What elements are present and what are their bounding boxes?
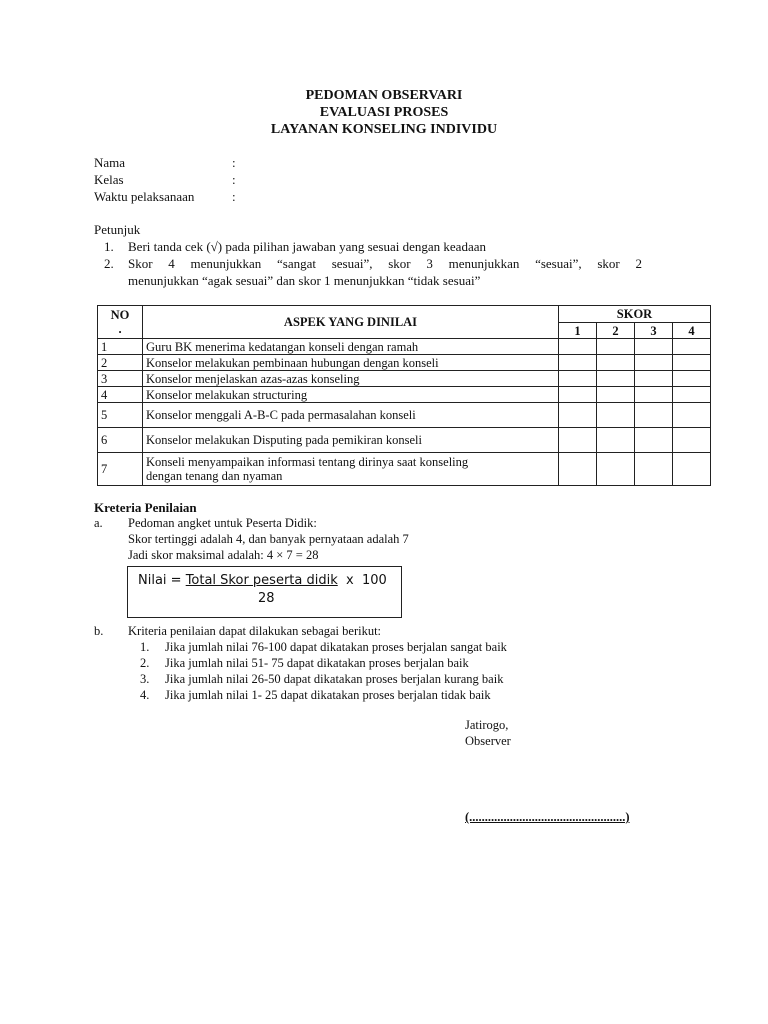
signature-name-placeholder: (..................................................): [465, 810, 630, 824]
instruction-1-text: Beri tanda cek (√) pada pilihan jawaban yang sesuai dengan keadaan: [128, 239, 486, 254]
row-number: 7: [98, 453, 143, 486]
row-aspect: Konselor melakukan pembinaan hubungan dengan konseli: [143, 355, 559, 371]
row-number: 3: [98, 371, 143, 387]
criteria-b-item-2-number: 2.: [140, 656, 150, 670]
score-cell[interactable]: [673, 428, 711, 453]
header-score-1: 1: [559, 323, 597, 339]
criteria-a-line3: Jadi skor maksimal adalah: 4 × 7 = 28: [128, 548, 319, 562]
header-score-4: 4: [673, 323, 711, 339]
class-colon: :: [232, 172, 236, 187]
row-aspect: Konselor melakukan Disputing pada pemikiran konseli: [143, 428, 559, 453]
score-cell[interactable]: [635, 453, 673, 486]
score-cell[interactable]: [673, 453, 711, 486]
score-cell[interactable]: [559, 339, 597, 355]
score-cell[interactable]: [559, 371, 597, 387]
score-cell[interactable]: [673, 387, 711, 403]
formula-times: x 100: [337, 573, 387, 588]
score-cell[interactable]: [559, 387, 597, 403]
criteria-heading: Kreteria Penilaian: [94, 500, 197, 515]
row-number: 5: [98, 403, 143, 428]
instruction-1-number: 1.: [104, 239, 114, 254]
row-number: 4: [98, 387, 143, 403]
score-cell[interactable]: [597, 339, 635, 355]
score-cell[interactable]: [597, 453, 635, 486]
criteria-b-item-2-text: Jika jumlah nilai 51- 75 dapat dikatakan proses berjalan baik: [165, 656, 469, 670]
name-colon: :: [232, 155, 236, 170]
criteria-b-intro: Kriteria penilaian dapat dilakukan sebagai berikut:: [128, 624, 382, 638]
criteria-b-marker: b.: [94, 624, 104, 638]
score-cell[interactable]: [559, 355, 597, 371]
formula-lhs: Nilai =: [138, 573, 186, 588]
criteria-b-item-1-text: Jika jumlah nilai 76-100 dapat dikatakan proses berjalan sangat baik: [165, 640, 507, 654]
row-number: 2: [98, 355, 143, 371]
class-label: Kelas: [94, 172, 124, 187]
score-cell[interactable]: [635, 403, 673, 428]
table-row: [98, 371, 711, 387]
instruction-2-text-line1: Skor 4 menunjukkan “sangat sesuai”, skor 3 menunjukkan “sesuai”, skor 2: [128, 256, 642, 271]
time-label: Waktu pelaksanaan: [94, 189, 195, 204]
score-cell[interactable]: [673, 355, 711, 371]
score-cell[interactable]: [673, 339, 711, 355]
score-cell[interactable]: [673, 371, 711, 387]
instruction-2-text-line2: menunjukkan “agak sesuai” dan skor 1 menunjukkan “tidak sesuai”: [128, 273, 481, 288]
row-aspect: Konselor menggali A-B-C pada permasalahan konseli: [143, 403, 559, 428]
formula-box: [127, 566, 402, 618]
score-cell[interactable]: [635, 387, 673, 403]
criteria-b-item-4-number: 4.: [140, 688, 150, 702]
instructions-heading: Petunjuk: [94, 222, 141, 237]
criteria-a-marker: a.: [94, 516, 103, 530]
score-cell[interactable]: [635, 339, 673, 355]
score-cell[interactable]: [559, 403, 597, 428]
criteria-a-line1: Pedoman angket untuk Peserta Didik:: [128, 516, 317, 530]
signature-role: Observer: [465, 734, 511, 748]
signature-place: Jatirogo,: [465, 718, 509, 732]
row-aspect: Konselor menjelaskan azas-azas konseling: [143, 371, 559, 387]
title-line-2: EVALUASI PROSES: [319, 105, 449, 120]
criteria-b-item-4-text: Jika jumlah nilai 1- 25 dapat dikatakan proses berjalan tidak baik: [165, 688, 491, 702]
header-score: SKOR: [559, 306, 711, 323]
header-no: [98, 306, 143, 339]
header-score-3: 3: [635, 323, 673, 339]
score-cell[interactable]: [597, 387, 635, 403]
title-line-1: PEDOMAN OBSERVARI: [305, 88, 463, 103]
table-row: [98, 428, 711, 453]
score-cell[interactable]: [635, 428, 673, 453]
row-aspect: Konselor melakukan structuring: [143, 387, 559, 403]
score-cell[interactable]: [635, 371, 673, 387]
row-number: 6: [98, 428, 143, 453]
row-aspect-line1: Konseli menyampaikan informasi tentang dirinya saat konseling: [146, 455, 469, 469]
table-row: [98, 355, 711, 371]
row-aspect: [143, 453, 559, 486]
header-no-line2: .: [118, 322, 122, 336]
title-line-3: LAYANAN KONSELING INDIVIDU: [270, 122, 498, 137]
row-aspect-line2: dengan tenang dan nyaman: [146, 469, 283, 483]
score-cell[interactable]: [597, 403, 635, 428]
formula-numerator: Total Skor peserta didik: [185, 573, 338, 588]
formula-numerator-line: [138, 573, 387, 588]
row-number: 1: [98, 339, 143, 355]
table-row: [98, 387, 711, 403]
score-cell[interactable]: [635, 355, 673, 371]
formula-denominator: 28: [258, 591, 275, 606]
table-row: [98, 453, 711, 486]
header-no-line1: NO: [110, 308, 130, 322]
table-row: [98, 403, 711, 428]
criteria-b-item-1-number: 1.: [140, 640, 150, 654]
time-colon: :: [232, 189, 236, 204]
score-cell[interactable]: [673, 403, 711, 428]
criteria-b-item-3-number: 3.: [140, 672, 150, 686]
criteria-b-item-3-text: Jika jumlah nilai 26-50 dapat dikatakan proses berjalan kurang baik: [165, 672, 504, 686]
score-cell[interactable]: [597, 355, 635, 371]
table-row: [98, 339, 711, 355]
criteria-a-line2: Skor tertinggi adalah 4, dan banyak pernyataan adalah 7: [128, 532, 409, 546]
row-aspect: Guru BK menerima kedatangan konseli dengan ramah: [143, 339, 559, 355]
header-score-2: 2: [597, 323, 635, 339]
name-label: Nama: [94, 155, 126, 170]
header-aspect: ASPEK YANG DINILAI: [143, 306, 559, 339]
score-cell[interactable]: [559, 453, 597, 486]
score-cell[interactable]: [559, 428, 597, 453]
observation-table: [97, 305, 711, 486]
score-cell[interactable]: [597, 371, 635, 387]
score-cell[interactable]: [597, 428, 635, 453]
instruction-2-number: 2.: [104, 256, 114, 271]
